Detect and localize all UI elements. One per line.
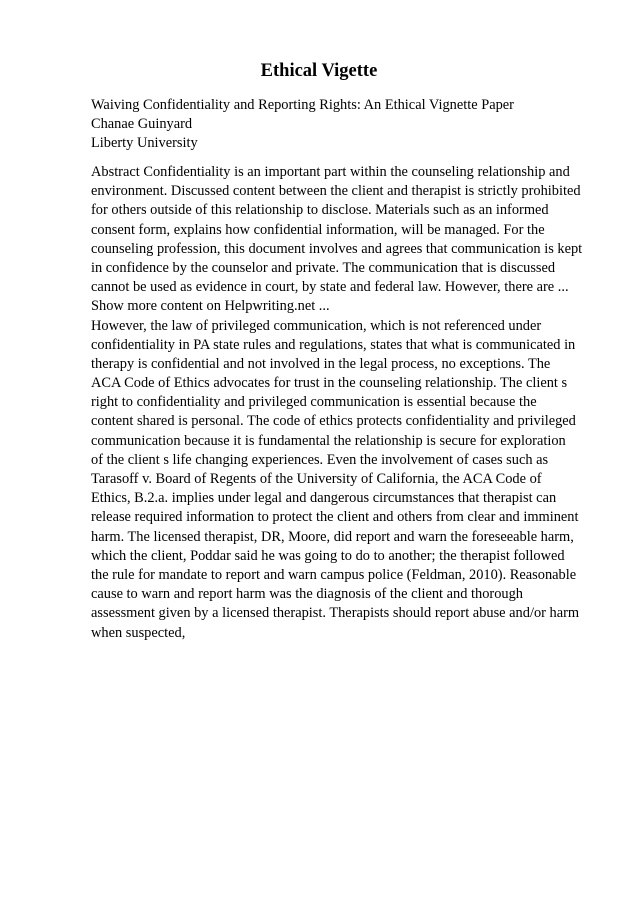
body-line: in confidence by the counselor and private. The communication that is discussed <box>91 259 556 276</box>
body-line: communication because it is fundamental the relationship is secure for exploration <box>91 432 566 449</box>
body-line: for others outside of this relationship to disclose. Materials such as an informed <box>91 202 549 219</box>
show-more-link[interactable]: Show more content on Helpwriting.net ... <box>91 298 330 315</box>
body-line: release required information to protect the client and others from clear and imminent <box>91 509 579 526</box>
body-line: However, the law of privileged communication, which is not referenced under <box>91 317 542 334</box>
body-line: ACA Code of Ethics advocates for trust in the counseling relationship. The client s <box>91 375 568 392</box>
body-line: which the client, Poddar said he was going to do to another; the therapist followed <box>91 547 565 564</box>
body-line: therapy is confidential and not involved in the legal process, no exceptions. The <box>91 355 551 372</box>
document-title: Ethical Vigette <box>260 61 378 81</box>
document-body <box>91 163 591 643</box>
body-line: cause to warn and report harm was the diagnosis of the client and thorough <box>91 586 523 603</box>
document-header-block <box>91 96 591 154</box>
body-line: confidentiality in PA state rules and regulations, states that what is communicated in <box>91 336 576 353</box>
body-line: consent form, explains how confidential information, will be managed. For the <box>91 221 545 238</box>
body-line: harm. The licensed therapist, DR, Moore, did report and warn the foreseeable harm, <box>91 528 574 545</box>
body-line: of the client s life changing experiences. Even the involvement of cases such as <box>91 451 549 468</box>
paper-subtitle: Waiving Confidentiality and Reporting Rights: An Ethical Vignette Paper <box>91 97 514 113</box>
body-line: the rule for mandate to report and warn campus police (Feldman, 2010). Reasonable <box>91 566 577 583</box>
author-name: Chanae Guinyard <box>91 116 193 133</box>
body-line: when suspected, <box>91 624 186 641</box>
institution-name: Liberty University <box>91 135 198 152</box>
body-line: counseling profession, this document involves and agrees that communication is kept <box>91 240 583 257</box>
body-line: Tarasoff v. Board of Regents of the University of California, the ACA Code of <box>91 471 542 487</box>
body-line: Ethics, B.2.a. implies under legal and dangerous circumstances that therapist can <box>91 490 557 507</box>
body-line: cannot be used as evidence in court, by state and federal law. However, there are ... <box>91 279 569 296</box>
body-line: Abstract Confidentiality is an important part within the counseling relationship and <box>91 164 570 180</box>
body-line: environment. Discussed content between the client and therapist is strictly prohibited <box>91 183 581 200</box>
body-line: content shared is personal. The code of ethics protects confidentiality and privileged <box>91 413 576 430</box>
body-line: right to confidentiality and privileged communication is essential because the <box>91 394 537 411</box>
body-line: assessment given by a licensed therapist. Therapists should report abuse and/or harm <box>91 605 580 622</box>
